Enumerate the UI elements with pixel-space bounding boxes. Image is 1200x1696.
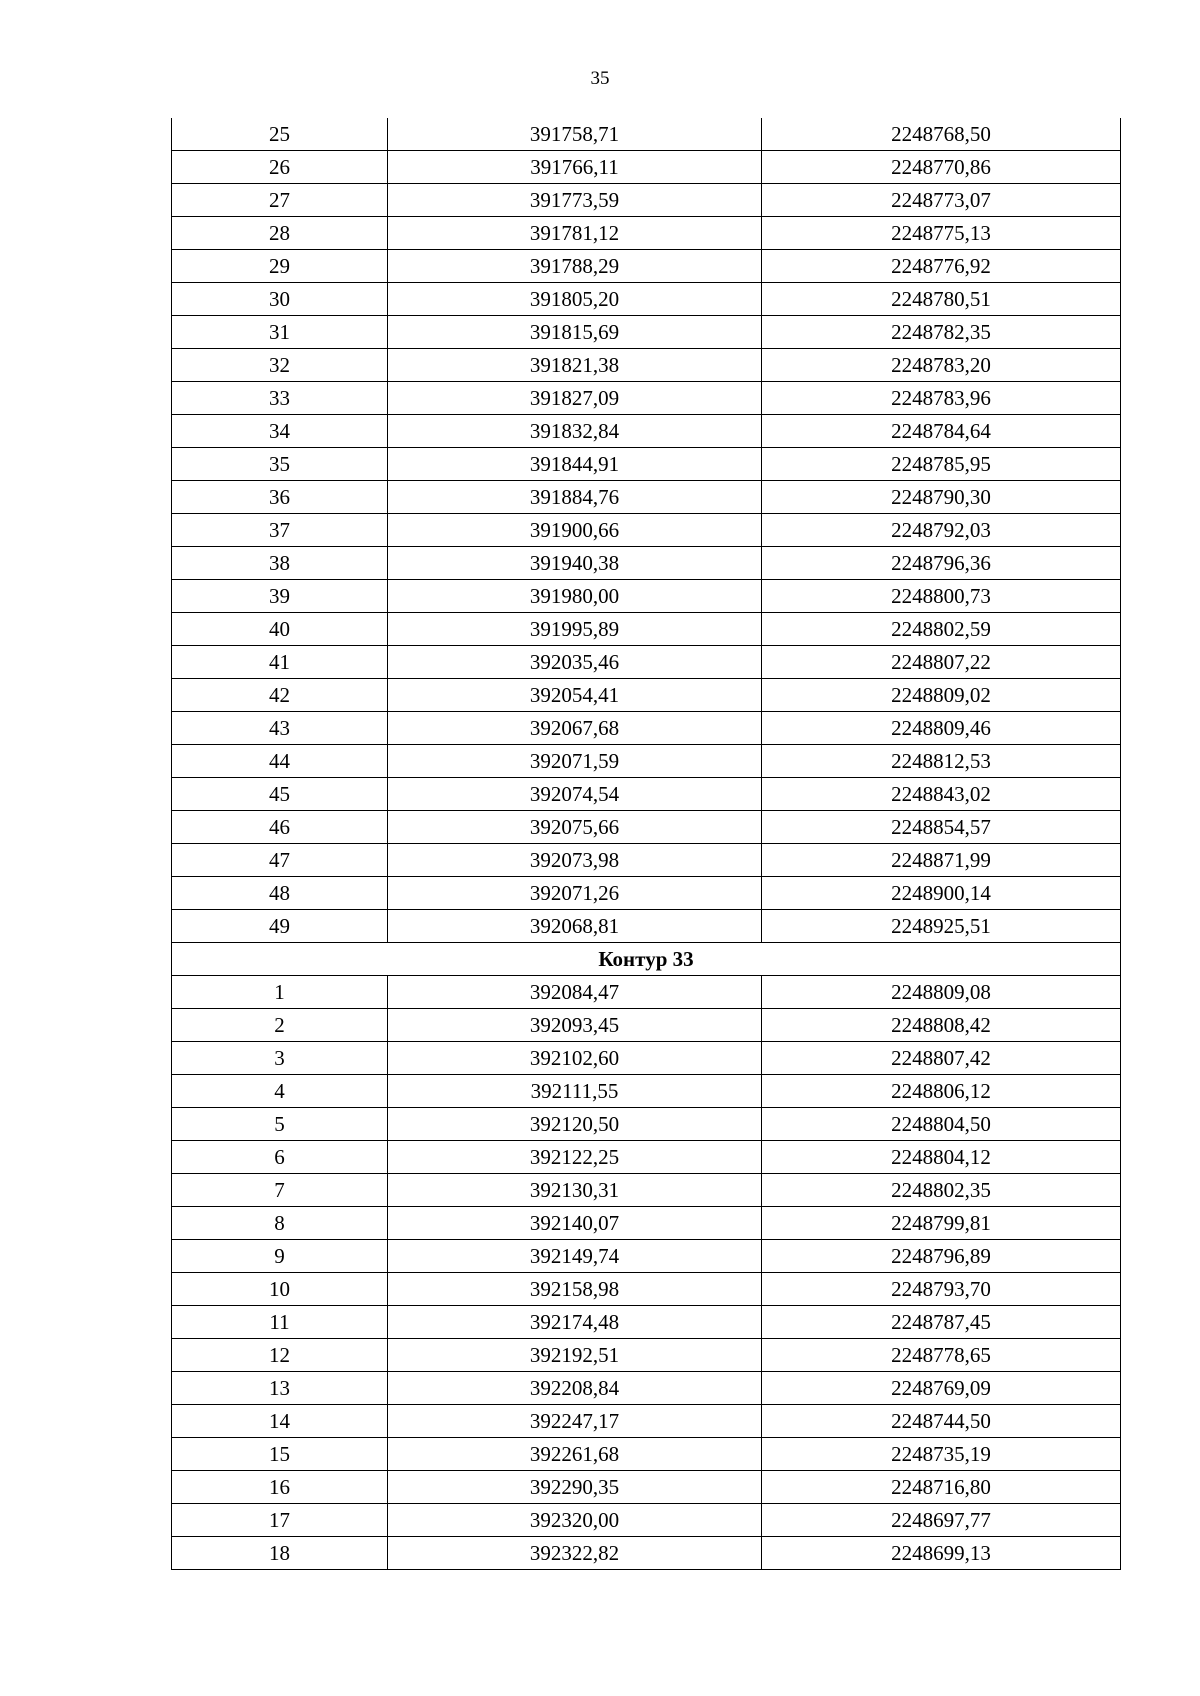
table-row [172, 1207, 1121, 1240]
coordinates-table [171, 118, 1121, 1570]
point-number-cell: 1 [172, 976, 388, 1009]
y-coordinate-cell: 2248812,53 [762, 745, 1121, 778]
point-number-cell: 15 [172, 1438, 388, 1471]
point-number-cell: 7 [172, 1174, 388, 1207]
x-coordinate-cell: 392322,82 [388, 1537, 762, 1570]
table-row [172, 745, 1121, 778]
table-row [172, 910, 1121, 943]
table-row [172, 1108, 1121, 1141]
y-coordinate-cell: 2248769,09 [762, 1372, 1121, 1405]
point-number-cell: 29 [172, 250, 388, 283]
x-coordinate-cell: 392174,48 [388, 1306, 762, 1339]
y-coordinate-cell: 2248804,12 [762, 1141, 1121, 1174]
table-row [172, 448, 1121, 481]
table-row [172, 811, 1121, 844]
y-coordinate-cell: 2248744,50 [762, 1405, 1121, 1438]
section-title: Контур 33 [172, 943, 1121, 976]
x-coordinate-cell: 392120,50 [388, 1108, 762, 1141]
x-coordinate-cell: 391900,66 [388, 514, 762, 547]
point-number-cell: 25 [172, 118, 388, 151]
x-coordinate-cell: 392071,26 [388, 877, 762, 910]
point-number-cell: 34 [172, 415, 388, 448]
point-number-cell: 30 [172, 283, 388, 316]
x-coordinate-cell: 391827,09 [388, 382, 762, 415]
y-coordinate-cell: 2248735,19 [762, 1438, 1121, 1471]
x-coordinate-cell: 392067,68 [388, 712, 762, 745]
x-coordinate-cell: 391815,69 [388, 316, 762, 349]
x-coordinate-cell: 392320,00 [388, 1504, 762, 1537]
table-row [172, 1075, 1121, 1108]
y-coordinate-cell: 2248770,86 [762, 151, 1121, 184]
y-coordinate-cell: 2248925,51 [762, 910, 1121, 943]
y-coordinate-cell: 2248784,64 [762, 415, 1121, 448]
table-row [172, 217, 1121, 250]
x-coordinate-cell: 392084,47 [388, 976, 762, 1009]
table-row [172, 646, 1121, 679]
point-number-cell: 2 [172, 1009, 388, 1042]
table-row [172, 877, 1121, 910]
table-row [172, 1306, 1121, 1339]
y-coordinate-cell: 2248783,20 [762, 349, 1121, 382]
table-row [172, 1372, 1121, 1405]
x-coordinate-cell: 392093,45 [388, 1009, 762, 1042]
table-row [172, 1174, 1121, 1207]
x-coordinate-cell: 391788,29 [388, 250, 762, 283]
x-coordinate-cell: 391884,76 [388, 481, 762, 514]
y-coordinate-cell: 2248783,96 [762, 382, 1121, 415]
table-row [172, 976, 1121, 1009]
point-number-cell: 32 [172, 349, 388, 382]
table-row [172, 1438, 1121, 1471]
x-coordinate-cell: 392261,68 [388, 1438, 762, 1471]
point-number-cell: 46 [172, 811, 388, 844]
y-coordinate-cell: 2248871,99 [762, 844, 1121, 877]
table-row [172, 844, 1121, 877]
table-row [172, 382, 1121, 415]
y-coordinate-cell: 2248787,45 [762, 1306, 1121, 1339]
table-row [172, 679, 1121, 712]
point-number-cell: 41 [172, 646, 388, 679]
table-row [172, 349, 1121, 382]
x-coordinate-cell: 391758,71 [388, 118, 762, 151]
y-coordinate-cell: 2248802,35 [762, 1174, 1121, 1207]
x-coordinate-cell: 392074,54 [388, 778, 762, 811]
y-coordinate-cell: 2248716,80 [762, 1471, 1121, 1504]
x-coordinate-cell: 392075,66 [388, 811, 762, 844]
y-coordinate-cell: 2248780,51 [762, 283, 1121, 316]
table-row [172, 151, 1121, 184]
x-coordinate-cell: 392140,07 [388, 1207, 762, 1240]
point-number-cell: 5 [172, 1108, 388, 1141]
y-coordinate-cell: 2248785,95 [762, 448, 1121, 481]
point-number-cell: 3 [172, 1042, 388, 1075]
section-header-row [172, 943, 1121, 976]
x-coordinate-cell: 391832,84 [388, 415, 762, 448]
y-coordinate-cell: 2248806,12 [762, 1075, 1121, 1108]
y-coordinate-cell: 2248843,02 [762, 778, 1121, 811]
y-coordinate-cell: 2248807,22 [762, 646, 1121, 679]
table-row [172, 1042, 1121, 1075]
x-coordinate-cell: 391766,11 [388, 151, 762, 184]
point-number-cell: 35 [172, 448, 388, 481]
point-number-cell: 12 [172, 1339, 388, 1372]
table-row [172, 613, 1121, 646]
point-number-cell: 37 [172, 514, 388, 547]
x-coordinate-cell: 392071,59 [388, 745, 762, 778]
y-coordinate-cell: 2248793,70 [762, 1273, 1121, 1306]
x-coordinate-cell: 392208,84 [388, 1372, 762, 1405]
table-row [172, 547, 1121, 580]
x-coordinate-cell: 392054,41 [388, 679, 762, 712]
y-coordinate-cell: 2248699,13 [762, 1537, 1121, 1570]
point-number-cell: 36 [172, 481, 388, 514]
table-row [172, 1537, 1121, 1570]
x-coordinate-cell: 392290,35 [388, 1471, 762, 1504]
page-number: 35 [590, 68, 610, 89]
table-row [172, 712, 1121, 745]
x-coordinate-cell: 392158,98 [388, 1273, 762, 1306]
table-row [172, 415, 1121, 448]
y-coordinate-cell: 2248854,57 [762, 811, 1121, 844]
point-number-cell: 44 [172, 745, 388, 778]
point-number-cell: 27 [172, 184, 388, 217]
table-row [172, 250, 1121, 283]
x-coordinate-cell: 391821,38 [388, 349, 762, 382]
y-coordinate-cell: 2248809,08 [762, 976, 1121, 1009]
y-coordinate-cell: 2248773,07 [762, 184, 1121, 217]
x-coordinate-cell: 391995,89 [388, 613, 762, 646]
y-coordinate-cell: 2248807,42 [762, 1042, 1121, 1075]
point-number-cell: 45 [172, 778, 388, 811]
y-coordinate-cell: 2248809,46 [762, 712, 1121, 745]
y-coordinate-cell: 2248808,42 [762, 1009, 1121, 1042]
x-coordinate-cell: 392122,25 [388, 1141, 762, 1174]
y-coordinate-cell: 2248776,92 [762, 250, 1121, 283]
x-coordinate-cell: 391940,38 [388, 547, 762, 580]
point-number-cell: 18 [172, 1537, 388, 1570]
x-coordinate-cell: 392068,81 [388, 910, 762, 943]
coordinates-table-body [172, 118, 1121, 1570]
point-number-cell: 17 [172, 1504, 388, 1537]
point-number-cell: 11 [172, 1306, 388, 1339]
table-row [172, 1009, 1121, 1042]
point-number-cell: 16 [172, 1471, 388, 1504]
y-coordinate-cell: 2248775,13 [762, 217, 1121, 250]
table-row [172, 1405, 1121, 1438]
y-coordinate-cell: 2248802,59 [762, 613, 1121, 646]
x-coordinate-cell: 391980,00 [388, 580, 762, 613]
table-row [172, 118, 1121, 151]
point-number-cell: 26 [172, 151, 388, 184]
point-number-cell: 47 [172, 844, 388, 877]
y-coordinate-cell: 2248809,02 [762, 679, 1121, 712]
y-coordinate-cell: 2248768,50 [762, 118, 1121, 151]
table-row [172, 1504, 1121, 1537]
table-row [172, 514, 1121, 547]
table-row [172, 1471, 1121, 1504]
x-coordinate-cell: 392130,31 [388, 1174, 762, 1207]
point-number-cell: 38 [172, 547, 388, 580]
y-coordinate-cell: 2248792,03 [762, 514, 1121, 547]
x-coordinate-cell: 391773,59 [388, 184, 762, 217]
point-number-cell: 10 [172, 1273, 388, 1306]
point-number-cell: 4 [172, 1075, 388, 1108]
table-row [172, 1273, 1121, 1306]
point-number-cell: 8 [172, 1207, 388, 1240]
table-row [172, 778, 1121, 811]
table-row [172, 481, 1121, 514]
y-coordinate-cell: 2248796,89 [762, 1240, 1121, 1273]
x-coordinate-cell: 392073,98 [388, 844, 762, 877]
point-number-cell: 13 [172, 1372, 388, 1405]
point-number-cell: 49 [172, 910, 388, 943]
table-row [172, 283, 1121, 316]
point-number-cell: 43 [172, 712, 388, 745]
table-row [172, 1339, 1121, 1372]
y-coordinate-cell: 2248804,50 [762, 1108, 1121, 1141]
x-coordinate-cell: 392192,51 [388, 1339, 762, 1372]
x-coordinate-cell: 391844,91 [388, 448, 762, 481]
point-number-cell: 28 [172, 217, 388, 250]
x-coordinate-cell: 392149,74 [388, 1240, 762, 1273]
point-number-cell: 48 [172, 877, 388, 910]
table-row [172, 316, 1121, 349]
table-row [172, 1141, 1121, 1174]
table-row [172, 184, 1121, 217]
x-coordinate-cell: 391805,20 [388, 283, 762, 316]
table-row [172, 580, 1121, 613]
x-coordinate-cell: 392102,60 [388, 1042, 762, 1075]
y-coordinate-cell: 2248796,36 [762, 547, 1121, 580]
point-number-cell: 9 [172, 1240, 388, 1273]
x-coordinate-cell: 392111,55 [388, 1075, 762, 1108]
x-coordinate-cell: 392247,17 [388, 1405, 762, 1438]
x-coordinate-cell: 392035,46 [388, 646, 762, 679]
point-number-cell: 39 [172, 580, 388, 613]
point-number-cell: 33 [172, 382, 388, 415]
y-coordinate-cell: 2248799,81 [762, 1207, 1121, 1240]
y-coordinate-cell: 2248900,14 [762, 877, 1121, 910]
point-number-cell: 40 [172, 613, 388, 646]
y-coordinate-cell: 2248790,30 [762, 481, 1121, 514]
y-coordinate-cell: 2248800,73 [762, 580, 1121, 613]
y-coordinate-cell: 2248782,35 [762, 316, 1121, 349]
y-coordinate-cell: 2248697,77 [762, 1504, 1121, 1537]
x-coordinate-cell: 391781,12 [388, 217, 762, 250]
point-number-cell: 6 [172, 1141, 388, 1174]
point-number-cell: 31 [172, 316, 388, 349]
point-number-cell: 42 [172, 679, 388, 712]
table-row [172, 1240, 1121, 1273]
y-coordinate-cell: 2248778,65 [762, 1339, 1121, 1372]
point-number-cell: 14 [172, 1405, 388, 1438]
